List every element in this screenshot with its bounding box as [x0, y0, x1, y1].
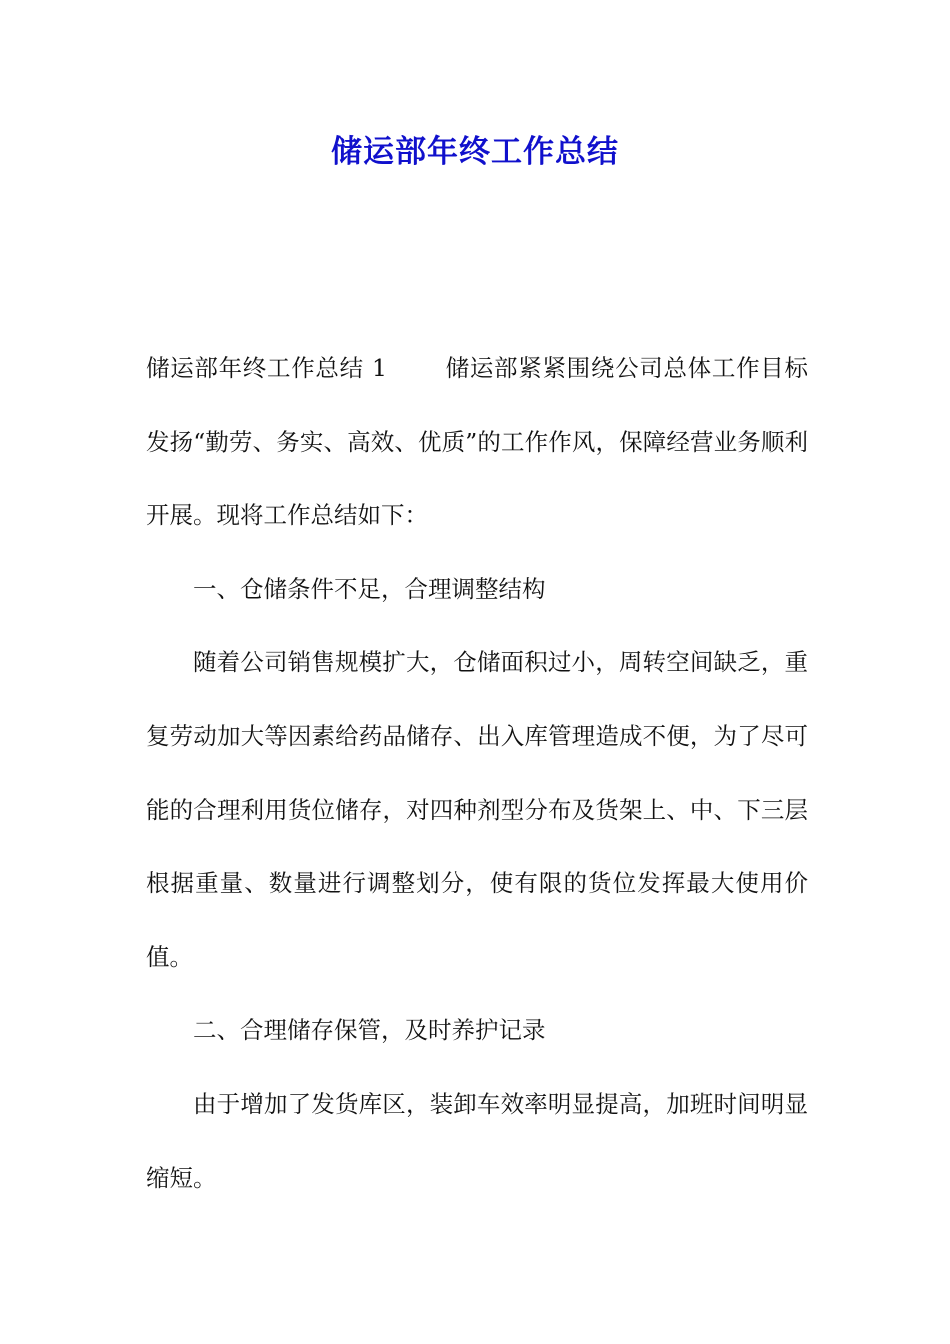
section-paragraph-2: 由于增加了发货库区，装卸车效率明显提高，加班时间明显缩短。 [146, 1089, 808, 1192]
document-title: 储运部年终工作总结 [331, 134, 619, 170]
section-paragraph-1: 随着公司销售规模扩大，仓储面积过小，周转空间缺乏，重复劳动加大等因素给药品储存、出入库管理造成不便，为了尽可能的合理利用货位储存，对四种剂型分布及货架上、中、下三层根据重量、数量进行调整划分，使有限的货位发挥最大使用价值。 [146, 648, 808, 971]
section-heading-1: 一、仓储条件不足，合理调整结构 [193, 574, 546, 603]
intro-text: 储运部紧紧围绕公司总体工作目标发扬“勤劳、务实、高效、优质”的工作作风，保障经营业务顺利开展。现将工作总结如下： [146, 354, 808, 530]
document-body [146, 332, 808, 1215]
intro-heading: 储运部年终工作总结 1 [146, 354, 387, 382]
section-heading-2: 二、合理储存保管，及时养护记录 [193, 1016, 546, 1045]
intro-paragraph [146, 332, 808, 553]
